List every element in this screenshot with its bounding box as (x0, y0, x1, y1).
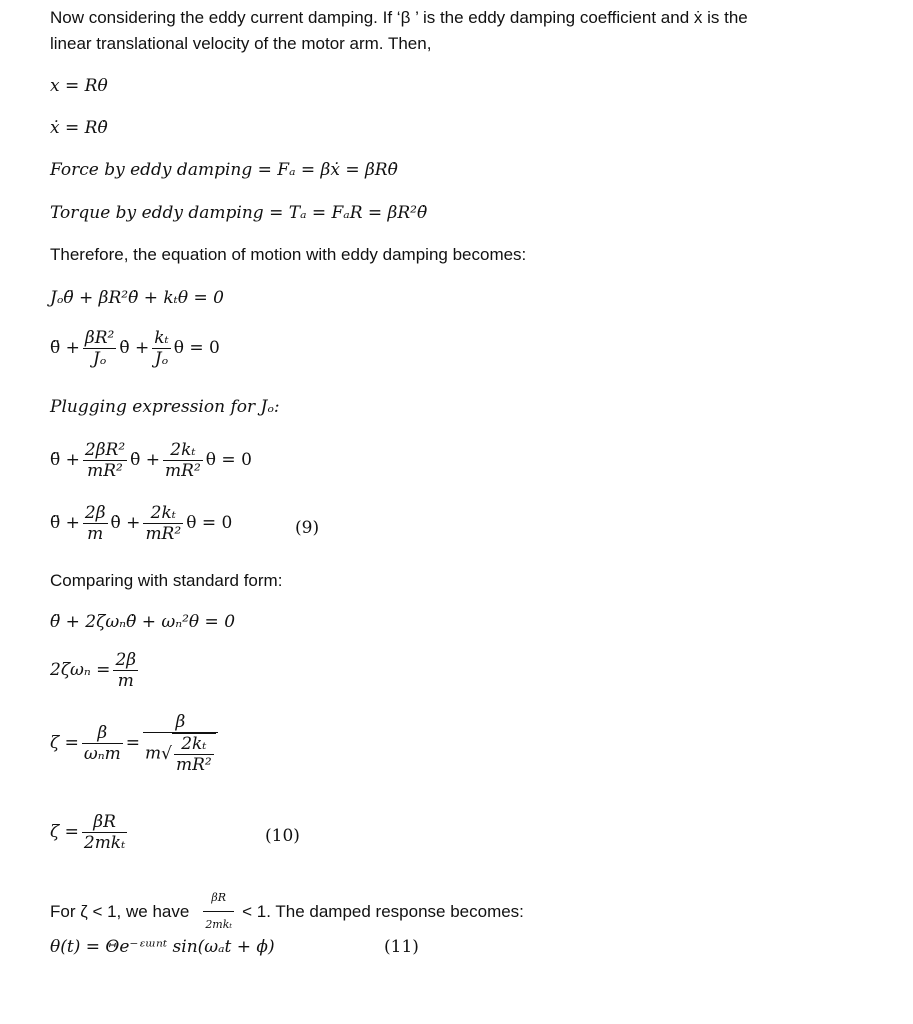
zeta-def-f2-den-m: m (145, 743, 162, 764)
eqa-f2-num: 2kₜ (170, 440, 196, 460)
eom2-lead: θ̈ + (50, 338, 80, 358)
eq9-f1-num: 2β (84, 503, 106, 523)
equation-position: x = Rθ (50, 76, 108, 96)
intro-line-1: Now considering the eddy current damping. If ‘β ’ is the eddy damping coefficient and ẋ is the (50, 8, 748, 27)
for-line-den: 2mkₜ (203, 911, 234, 938)
eq10-lhs: ζ = (50, 822, 79, 842)
zeta-omega-equation (50, 650, 141, 691)
equation-9-tag: (9) (295, 518, 320, 538)
zeta-def-fraction-2 (143, 712, 218, 775)
for-line-num: βR (211, 891, 227, 904)
for-line-fraction (203, 885, 234, 938)
eqa-lead: θ̈ + (50, 450, 80, 470)
equation-9 (50, 503, 232, 544)
zeta-definition-equation (50, 712, 221, 775)
eom2-fraction-1 (83, 328, 116, 369)
standard-form-equation: θ̈ + 2ζωₙθ̇ + ωₙ²θ = 0 (50, 612, 236, 632)
zeta-def-f1-den: ωₙm (83, 744, 121, 764)
zeta-def-fraction-1 (82, 723, 123, 764)
eom2-tail: θ = 0 (173, 338, 220, 358)
eq9-fraction-2 (143, 503, 183, 544)
for-line-suffix: < 1. The damped response becomes: (242, 901, 524, 921)
eom2-f2-den: Jₒ (152, 348, 171, 369)
for-line-prefix: For ζ < 1, we have (50, 901, 190, 921)
for-zeta-line (50, 885, 524, 938)
equation-torque: Torque by eddy damping = Tₐ = FₐR = βR²θ̇ (50, 203, 428, 223)
eom2-mid: θ̇ + (119, 338, 150, 358)
eq10-den: 2mkₜ (83, 833, 126, 853)
plugging-text: Plugging expression for Jₒ: (50, 397, 280, 417)
zeta-def-f2-den (143, 732, 218, 775)
equation-of-motion-normalized (50, 328, 220, 369)
equation-velocity: ẋ = Rθ̇ (50, 118, 108, 138)
eq9-tail: θ = 0 (186, 513, 233, 533)
eq9-fraction-1 (83, 503, 108, 544)
zeta-def-f2-num: β (175, 712, 186, 732)
sqrt-radical: √ $\frac{\text{2kₜ}}{\text{mR²}}$ (161, 733, 216, 775)
eq10-fraction (82, 812, 127, 853)
eom2-f2-num: kₜ (154, 328, 169, 348)
comparing-text: Comparing with standard form: (50, 571, 283, 590)
zeta-wn-den: m (113, 670, 138, 691)
eqa-fraction-2 (163, 440, 203, 481)
therefore-text: Therefore, the equation of motion with eddy damping becomes: (50, 245, 527, 264)
zeta-def-lhs: ζ = (50, 733, 79, 753)
eqa-tail: θ = 0 (205, 450, 252, 470)
equation-10-tag: (10) (265, 826, 300, 846)
eqa-f2-den: mR² (165, 461, 201, 481)
zeta-wn-num: 2β (115, 650, 137, 670)
eq9-f2-num: 2kₜ (150, 503, 176, 523)
eom2-f1-num: βR² (84, 328, 115, 348)
equation-11-tag: (11) (384, 937, 419, 957)
intro-line-2: linear translational velocity of the motor arm. Then, (50, 34, 432, 53)
equation-of-motion: Jₒθ̈ + βR²θ̇ + kₜθ = 0 (50, 288, 224, 308)
eq9-f1-den: m (83, 523, 108, 544)
radicand-den: mR² (175, 755, 212, 775)
equation-11: θ(t) = Θe⁻ᵋᵚⁿᵗ sin(ωₐt + ϕ) (50, 937, 275, 957)
equation-10 (50, 812, 130, 853)
eom2-f1-den: Jₒ (83, 348, 116, 369)
eqa-f1-num: 2βR² (84, 440, 126, 460)
zeta-wn-fraction (113, 650, 138, 691)
equation-substituted (50, 440, 252, 481)
eq9-lead: θ̈ + (50, 513, 80, 533)
eqa-mid: θ̇ + (130, 450, 161, 470)
zeta-def-eq: = (125, 733, 140, 753)
radicand-num: 2kₜ (181, 734, 207, 754)
eom2-fraction-2 (152, 328, 171, 369)
zeta-wn-lhs: 2ζωₙ = (50, 660, 111, 680)
sqrt-radicand (172, 733, 216, 775)
eq10-num: βR (93, 812, 116, 832)
radicand-fraction (174, 734, 214, 775)
eq9-mid: θ̇ + (110, 513, 141, 533)
eq9-f2-den: mR² (145, 524, 182, 544)
zeta-def-f1-num: β (97, 723, 108, 743)
eqa-f1-den: mR² (83, 460, 127, 481)
equation-force: Force by eddy damping = Fₐ = βẋ = βRθ̇ (50, 160, 398, 180)
eqa-fraction-1 (83, 440, 127, 481)
